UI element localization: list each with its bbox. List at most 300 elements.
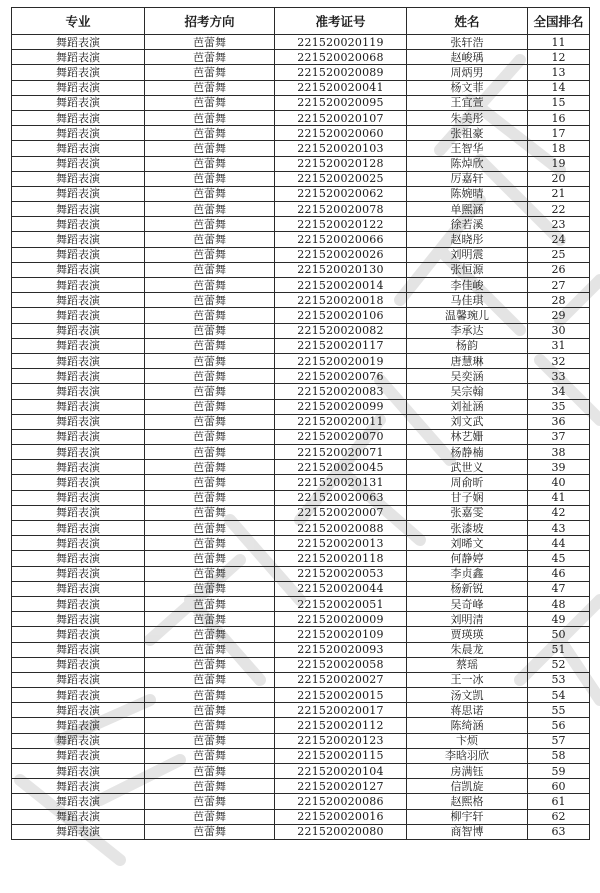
header-major: 专业 bbox=[12, 8, 145, 35]
exam-id-cell: 221520020017 bbox=[275, 703, 407, 718]
name-cell: 刘文武 bbox=[407, 414, 528, 429]
table-row bbox=[12, 414, 590, 429]
table-row bbox=[12, 429, 590, 444]
table-row bbox=[12, 232, 590, 247]
major-cell: 舞蹈表演 bbox=[12, 278, 145, 293]
direction-cell: 芭蕾舞 bbox=[145, 217, 275, 232]
major-cell: 舞蹈表演 bbox=[12, 627, 145, 642]
major-cell: 舞蹈表演 bbox=[12, 95, 145, 110]
major-cell: 舞蹈表演 bbox=[12, 581, 145, 596]
direction-cell: 芭蕾舞 bbox=[145, 202, 275, 217]
major-cell: 舞蹈表演 bbox=[12, 536, 145, 551]
name-cell: 刘明震 bbox=[407, 247, 528, 262]
exam-id-cell: 221520020112 bbox=[275, 718, 407, 733]
rank-cell: 25 bbox=[528, 247, 590, 262]
table-row bbox=[12, 262, 590, 277]
direction-cell: 芭蕾舞 bbox=[145, 338, 275, 353]
table-row bbox=[12, 566, 590, 581]
exam-id-cell: 221520020128 bbox=[275, 156, 407, 171]
major-cell: 舞蹈表演 bbox=[12, 202, 145, 217]
name-cell: 陈焯欣 bbox=[407, 156, 528, 171]
name-cell: 陈婉晴 bbox=[407, 186, 528, 201]
table-row bbox=[12, 384, 590, 399]
exam-id-cell: 221520020053 bbox=[275, 566, 407, 581]
direction-cell: 芭蕾舞 bbox=[145, 596, 275, 611]
major-cell: 舞蹈表演 bbox=[12, 171, 145, 186]
major-cell: 舞蹈表演 bbox=[12, 657, 145, 672]
exam-id-cell: 221520020007 bbox=[275, 505, 407, 520]
exam-id-cell: 221520020115 bbox=[275, 748, 407, 763]
name-cell: 刘晞文 bbox=[407, 536, 528, 551]
major-cell: 舞蹈表演 bbox=[12, 186, 145, 201]
rank-cell: 23 bbox=[528, 217, 590, 232]
direction-cell: 芭蕾舞 bbox=[145, 308, 275, 323]
direction-cell: 芭蕾舞 bbox=[145, 399, 275, 414]
table-row bbox=[12, 171, 590, 186]
name-cell: 朱美彤 bbox=[407, 110, 528, 125]
name-cell: 单熙涵 bbox=[407, 202, 528, 217]
rank-cell: 43 bbox=[528, 521, 590, 536]
direction-cell: 芭蕾舞 bbox=[145, 278, 275, 293]
exam-id-cell: 221520020088 bbox=[275, 521, 407, 536]
name-cell: 朱晨龙 bbox=[407, 642, 528, 657]
direction-cell: 芭蕾舞 bbox=[145, 764, 275, 779]
exam-id-cell: 221520020015 bbox=[275, 688, 407, 703]
direction-cell: 芭蕾舞 bbox=[145, 505, 275, 520]
direction-cell: 芭蕾舞 bbox=[145, 50, 275, 65]
name-cell: 商智博 bbox=[407, 824, 528, 839]
major-cell: 舞蹈表演 bbox=[12, 764, 145, 779]
major-cell: 舞蹈表演 bbox=[12, 384, 145, 399]
direction-cell: 芭蕾舞 bbox=[145, 247, 275, 262]
name-cell: 李贞鑫 bbox=[407, 566, 528, 581]
direction-cell: 芭蕾舞 bbox=[145, 733, 275, 748]
rank-cell: 11 bbox=[528, 35, 590, 50]
major-cell: 舞蹈表演 bbox=[12, 596, 145, 611]
major-cell: 舞蹈表演 bbox=[12, 308, 145, 323]
table-row bbox=[12, 521, 590, 536]
exam-id-cell: 221520020063 bbox=[275, 490, 407, 505]
exam-id-cell: 221520020062 bbox=[275, 186, 407, 201]
ranking-table bbox=[11, 7, 590, 840]
major-cell: 舞蹈表演 bbox=[12, 293, 145, 308]
table-row bbox=[12, 657, 590, 672]
exam-id-cell: 221520020011 bbox=[275, 414, 407, 429]
name-cell: 武世义 bbox=[407, 460, 528, 475]
name-cell: 杨韵 bbox=[407, 338, 528, 353]
direction-cell: 芭蕾舞 bbox=[145, 581, 275, 596]
exam-id-cell: 221520020027 bbox=[275, 672, 407, 687]
table-row bbox=[12, 703, 590, 718]
major-cell: 舞蹈表演 bbox=[12, 809, 145, 824]
table-row bbox=[12, 293, 590, 308]
direction-cell: 芭蕾舞 bbox=[145, 657, 275, 672]
rank-cell: 33 bbox=[528, 369, 590, 384]
name-cell: 王宜萱 bbox=[407, 95, 528, 110]
exam-id-cell: 221520020123 bbox=[275, 733, 407, 748]
name-cell: 刘祉涵 bbox=[407, 399, 528, 414]
exam-id-cell: 221520020066 bbox=[275, 232, 407, 247]
exam-id-cell: 221520020058 bbox=[275, 657, 407, 672]
major-cell: 舞蹈表演 bbox=[12, 672, 145, 687]
name-cell: 张轩浩 bbox=[407, 35, 528, 50]
direction-cell: 芭蕾舞 bbox=[145, 141, 275, 156]
name-cell: 张恒源 bbox=[407, 262, 528, 277]
name-cell: 赵晓彤 bbox=[407, 232, 528, 247]
major-cell: 舞蹈表演 bbox=[12, 414, 145, 429]
direction-cell: 芭蕾舞 bbox=[145, 171, 275, 186]
exam-id-cell: 221520020080 bbox=[275, 824, 407, 839]
table-row bbox=[12, 688, 590, 703]
table-row bbox=[12, 65, 590, 80]
rank-cell: 37 bbox=[528, 429, 590, 444]
major-cell: 舞蹈表演 bbox=[12, 475, 145, 490]
direction-cell: 芭蕾舞 bbox=[145, 110, 275, 125]
name-cell: 吴奕涵 bbox=[407, 369, 528, 384]
name-cell: 王一冰 bbox=[407, 672, 528, 687]
name-cell: 厉嘉轩 bbox=[407, 171, 528, 186]
header-direction: 招考方向 bbox=[145, 8, 275, 35]
table-header bbox=[12, 8, 590, 35]
name-cell: 温馨琬儿 bbox=[407, 308, 528, 323]
name-cell: 唐慧琳 bbox=[407, 353, 528, 368]
major-cell: 舞蹈表演 bbox=[12, 156, 145, 171]
direction-cell: 芭蕾舞 bbox=[145, 80, 275, 95]
direction-cell: 芭蕾舞 bbox=[145, 232, 275, 247]
major-cell: 舞蹈表演 bbox=[12, 688, 145, 703]
table-row bbox=[12, 353, 590, 368]
major-cell: 舞蹈表演 bbox=[12, 247, 145, 262]
direction-cell: 芭蕾舞 bbox=[145, 551, 275, 566]
direction-cell: 芭蕾舞 bbox=[145, 65, 275, 80]
name-cell: 李晗羽欣 bbox=[407, 748, 528, 763]
direction-cell: 芭蕾舞 bbox=[145, 642, 275, 657]
major-cell: 舞蹈表演 bbox=[12, 505, 145, 520]
name-cell: 吴宗翰 bbox=[407, 384, 528, 399]
exam-id-cell: 221520020025 bbox=[275, 171, 407, 186]
table-row bbox=[12, 627, 590, 642]
exam-id-cell: 221520020095 bbox=[275, 95, 407, 110]
direction-cell: 芭蕾舞 bbox=[145, 824, 275, 839]
direction-cell: 芭蕾舞 bbox=[145, 794, 275, 809]
rank-cell: 30 bbox=[528, 323, 590, 338]
rank-cell: 44 bbox=[528, 536, 590, 551]
table-row bbox=[12, 202, 590, 217]
name-cell: 汤文凯 bbox=[407, 688, 528, 703]
table-row bbox=[12, 672, 590, 687]
rank-cell: 45 bbox=[528, 551, 590, 566]
table-row bbox=[12, 217, 590, 232]
exam-id-cell: 221520020131 bbox=[275, 475, 407, 490]
direction-cell: 芭蕾舞 bbox=[145, 688, 275, 703]
table-row bbox=[12, 642, 590, 657]
direction-cell: 芭蕾舞 bbox=[145, 718, 275, 733]
major-cell: 舞蹈表演 bbox=[12, 369, 145, 384]
table-row bbox=[12, 490, 590, 505]
exam-id-cell: 221520020106 bbox=[275, 308, 407, 323]
table-row bbox=[12, 809, 590, 824]
exam-id-cell: 221520020117 bbox=[275, 338, 407, 353]
exam-id-cell: 221520020018 bbox=[275, 293, 407, 308]
direction-cell: 芭蕾舞 bbox=[145, 35, 275, 50]
major-cell: 舞蹈表演 bbox=[12, 35, 145, 50]
major-cell: 舞蹈表演 bbox=[12, 65, 145, 80]
direction-cell: 芭蕾舞 bbox=[145, 323, 275, 338]
major-cell: 舞蹈表演 bbox=[12, 262, 145, 277]
major-cell: 舞蹈表演 bbox=[12, 551, 145, 566]
rank-cell: 22 bbox=[528, 202, 590, 217]
rank-cell: 16 bbox=[528, 110, 590, 125]
table-row bbox=[12, 612, 590, 627]
name-cell: 贾瑛瑛 bbox=[407, 627, 528, 642]
rank-cell: 34 bbox=[528, 384, 590, 399]
exam-id-cell: 221520020078 bbox=[275, 202, 407, 217]
name-cell: 蒋思诺 bbox=[407, 703, 528, 718]
table-row bbox=[12, 718, 590, 733]
rank-cell: 13 bbox=[528, 65, 590, 80]
exam-id-cell: 221520020083 bbox=[275, 384, 407, 399]
exam-id-cell: 221520020045 bbox=[275, 460, 407, 475]
rank-cell: 62 bbox=[528, 809, 590, 824]
rank-cell: 35 bbox=[528, 399, 590, 414]
rank-cell: 63 bbox=[528, 824, 590, 839]
table-row bbox=[12, 50, 590, 65]
major-cell: 舞蹈表演 bbox=[12, 748, 145, 763]
name-cell: 刘明清 bbox=[407, 612, 528, 627]
exam-id-cell: 221520020016 bbox=[275, 809, 407, 824]
rank-cell: 32 bbox=[528, 353, 590, 368]
exam-id-cell: 221520020107 bbox=[275, 110, 407, 125]
direction-cell: 芭蕾舞 bbox=[145, 536, 275, 551]
table-row bbox=[12, 369, 590, 384]
major-cell: 舞蹈表演 bbox=[12, 80, 145, 95]
table-row bbox=[12, 505, 590, 520]
table-row bbox=[12, 748, 590, 763]
major-cell: 舞蹈表演 bbox=[12, 642, 145, 657]
rank-cell: 21 bbox=[528, 186, 590, 201]
name-cell: 张漆坡 bbox=[407, 521, 528, 536]
table-row bbox=[12, 156, 590, 171]
name-cell: 李承达 bbox=[407, 323, 528, 338]
direction-cell: 芭蕾舞 bbox=[145, 384, 275, 399]
major-cell: 舞蹈表演 bbox=[12, 566, 145, 581]
major-cell: 舞蹈表演 bbox=[12, 521, 145, 536]
table-row bbox=[12, 824, 590, 839]
exam-id-cell: 221520020122 bbox=[275, 217, 407, 232]
major-cell: 舞蹈表演 bbox=[12, 429, 145, 444]
direction-cell: 芭蕾舞 bbox=[145, 809, 275, 824]
rank-cell: 40 bbox=[528, 475, 590, 490]
exam-id-cell: 221520020130 bbox=[275, 262, 407, 277]
exam-id-cell: 221520020060 bbox=[275, 126, 407, 141]
exam-id-cell: 221520020118 bbox=[275, 551, 407, 566]
table-row bbox=[12, 141, 590, 156]
exam-id-cell: 221520020099 bbox=[275, 399, 407, 414]
exam-id-cell: 221520020044 bbox=[275, 581, 407, 596]
table-row bbox=[12, 247, 590, 262]
direction-cell: 芭蕾舞 bbox=[145, 95, 275, 110]
table-row bbox=[12, 126, 590, 141]
table-row bbox=[12, 186, 590, 201]
rank-cell: 27 bbox=[528, 278, 590, 293]
direction-cell: 芭蕾舞 bbox=[145, 369, 275, 384]
direction-cell: 芭蕾舞 bbox=[145, 779, 275, 794]
direction-cell: 芭蕾舞 bbox=[145, 353, 275, 368]
name-cell: 吴奇峰 bbox=[407, 596, 528, 611]
exam-id-cell: 221520020014 bbox=[275, 278, 407, 293]
major-cell: 舞蹈表演 bbox=[12, 445, 145, 460]
rank-cell: 54 bbox=[528, 688, 590, 703]
name-cell: 信凯旋 bbox=[407, 779, 528, 794]
exam-id-cell: 221520020051 bbox=[275, 596, 407, 611]
name-cell: 马佳琪 bbox=[407, 293, 528, 308]
rank-cell: 50 bbox=[528, 627, 590, 642]
rank-cell: 28 bbox=[528, 293, 590, 308]
exam-id-cell: 221520020104 bbox=[275, 764, 407, 779]
rank-cell: 53 bbox=[528, 672, 590, 687]
table-row bbox=[12, 581, 590, 596]
major-cell: 舞蹈表演 bbox=[12, 217, 145, 232]
rank-cell: 49 bbox=[528, 612, 590, 627]
rank-cell: 19 bbox=[528, 156, 590, 171]
table-row bbox=[12, 596, 590, 611]
exam-id-cell: 221520020086 bbox=[275, 794, 407, 809]
exam-id-cell: 221520020071 bbox=[275, 445, 407, 460]
rank-cell: 60 bbox=[528, 779, 590, 794]
rank-cell: 52 bbox=[528, 657, 590, 672]
direction-cell: 芭蕾舞 bbox=[145, 627, 275, 642]
header-row bbox=[12, 8, 590, 35]
name-cell: 杨文菲 bbox=[407, 80, 528, 95]
table-row bbox=[12, 308, 590, 323]
direction-cell: 芭蕾舞 bbox=[145, 566, 275, 581]
table-row bbox=[12, 399, 590, 414]
header-name: 姓名 bbox=[407, 8, 528, 35]
rank-cell: 41 bbox=[528, 490, 590, 505]
name-cell: 张祖豪 bbox=[407, 126, 528, 141]
rank-cell: 47 bbox=[528, 581, 590, 596]
direction-cell: 芭蕾舞 bbox=[145, 475, 275, 490]
table-row bbox=[12, 551, 590, 566]
name-cell: 赵峻瑀 bbox=[407, 50, 528, 65]
exam-id-cell: 221520020089 bbox=[275, 65, 407, 80]
exam-id-cell: 221520020013 bbox=[275, 536, 407, 551]
direction-cell: 芭蕾舞 bbox=[145, 293, 275, 308]
table-row bbox=[12, 95, 590, 110]
exam-id-cell: 221520020019 bbox=[275, 353, 407, 368]
rank-cell: 56 bbox=[528, 718, 590, 733]
table-row bbox=[12, 460, 590, 475]
rank-cell: 46 bbox=[528, 566, 590, 581]
rank-cell: 61 bbox=[528, 794, 590, 809]
direction-cell: 芭蕾舞 bbox=[145, 414, 275, 429]
major-cell: 舞蹈表演 bbox=[12, 490, 145, 505]
major-cell: 舞蹈表演 bbox=[12, 703, 145, 718]
major-cell: 舞蹈表演 bbox=[12, 824, 145, 839]
major-cell: 舞蹈表演 bbox=[12, 612, 145, 627]
name-cell: 赵熙格 bbox=[407, 794, 528, 809]
table-row bbox=[12, 338, 590, 353]
rank-cell: 18 bbox=[528, 141, 590, 156]
exam-id-cell: 221520020127 bbox=[275, 779, 407, 794]
table-row bbox=[12, 764, 590, 779]
exam-id-cell: 221520020109 bbox=[275, 627, 407, 642]
table-row bbox=[12, 779, 590, 794]
rank-cell: 42 bbox=[528, 505, 590, 520]
exam-id-cell: 221520020103 bbox=[275, 141, 407, 156]
name-cell: 林艺姗 bbox=[407, 429, 528, 444]
rank-cell: 57 bbox=[528, 733, 590, 748]
name-cell: 杨静楠 bbox=[407, 445, 528, 460]
direction-cell: 芭蕾舞 bbox=[145, 429, 275, 444]
rank-cell: 31 bbox=[528, 338, 590, 353]
direction-cell: 芭蕾舞 bbox=[145, 521, 275, 536]
name-cell: 柳宇轩 bbox=[407, 809, 528, 824]
header-rank: 全国排名 bbox=[528, 8, 590, 35]
direction-cell: 芭蕾舞 bbox=[145, 460, 275, 475]
rank-cell: 24 bbox=[528, 232, 590, 247]
direction-cell: 芭蕾舞 bbox=[145, 186, 275, 201]
exam-id-cell: 221520020070 bbox=[275, 429, 407, 444]
rank-cell: 20 bbox=[528, 171, 590, 186]
rank-cell: 39 bbox=[528, 460, 590, 475]
major-cell: 舞蹈表演 bbox=[12, 779, 145, 794]
rank-cell: 17 bbox=[528, 126, 590, 141]
table-row bbox=[12, 445, 590, 460]
rank-cell: 14 bbox=[528, 80, 590, 95]
rank-cell: 12 bbox=[528, 50, 590, 65]
rank-cell: 59 bbox=[528, 764, 590, 779]
direction-cell: 芭蕾舞 bbox=[145, 262, 275, 277]
direction-cell: 芭蕾舞 bbox=[145, 612, 275, 627]
exam-id-cell: 221520020093 bbox=[275, 642, 407, 657]
major-cell: 舞蹈表演 bbox=[12, 232, 145, 247]
exam-id-cell: 221520020041 bbox=[275, 80, 407, 95]
direction-cell: 芭蕾舞 bbox=[145, 126, 275, 141]
name-cell: 蔡瑶 bbox=[407, 657, 528, 672]
name-cell: 杨新锐 bbox=[407, 581, 528, 596]
major-cell: 舞蹈表演 bbox=[12, 338, 145, 353]
table-row bbox=[12, 733, 590, 748]
name-cell: 陈绮涵 bbox=[407, 718, 528, 733]
name-cell: 周俞昕 bbox=[407, 475, 528, 490]
ranking-sheet bbox=[11, 7, 589, 840]
rank-cell: 48 bbox=[528, 596, 590, 611]
rank-cell: 29 bbox=[528, 308, 590, 323]
name-cell: 周炳男 bbox=[407, 65, 528, 80]
rank-cell: 15 bbox=[528, 95, 590, 110]
table-row bbox=[12, 475, 590, 490]
exam-id-cell: 221520020076 bbox=[275, 369, 407, 384]
major-cell: 舞蹈表演 bbox=[12, 718, 145, 733]
rank-cell: 26 bbox=[528, 262, 590, 277]
rank-cell: 55 bbox=[528, 703, 590, 718]
name-cell: 张嘉雯 bbox=[407, 505, 528, 520]
major-cell: 舞蹈表演 bbox=[12, 323, 145, 338]
rank-cell: 58 bbox=[528, 748, 590, 763]
major-cell: 舞蹈表演 bbox=[12, 460, 145, 475]
rank-cell: 38 bbox=[528, 445, 590, 460]
table-row bbox=[12, 35, 590, 50]
major-cell: 舞蹈表演 bbox=[12, 794, 145, 809]
table-row bbox=[12, 110, 590, 125]
table-row bbox=[12, 80, 590, 95]
name-cell: 王智华 bbox=[407, 141, 528, 156]
header-exam-id: 准考证号 bbox=[275, 8, 407, 35]
major-cell: 舞蹈表演 bbox=[12, 399, 145, 414]
major-cell: 舞蹈表演 bbox=[12, 50, 145, 65]
major-cell: 舞蹈表演 bbox=[12, 110, 145, 125]
